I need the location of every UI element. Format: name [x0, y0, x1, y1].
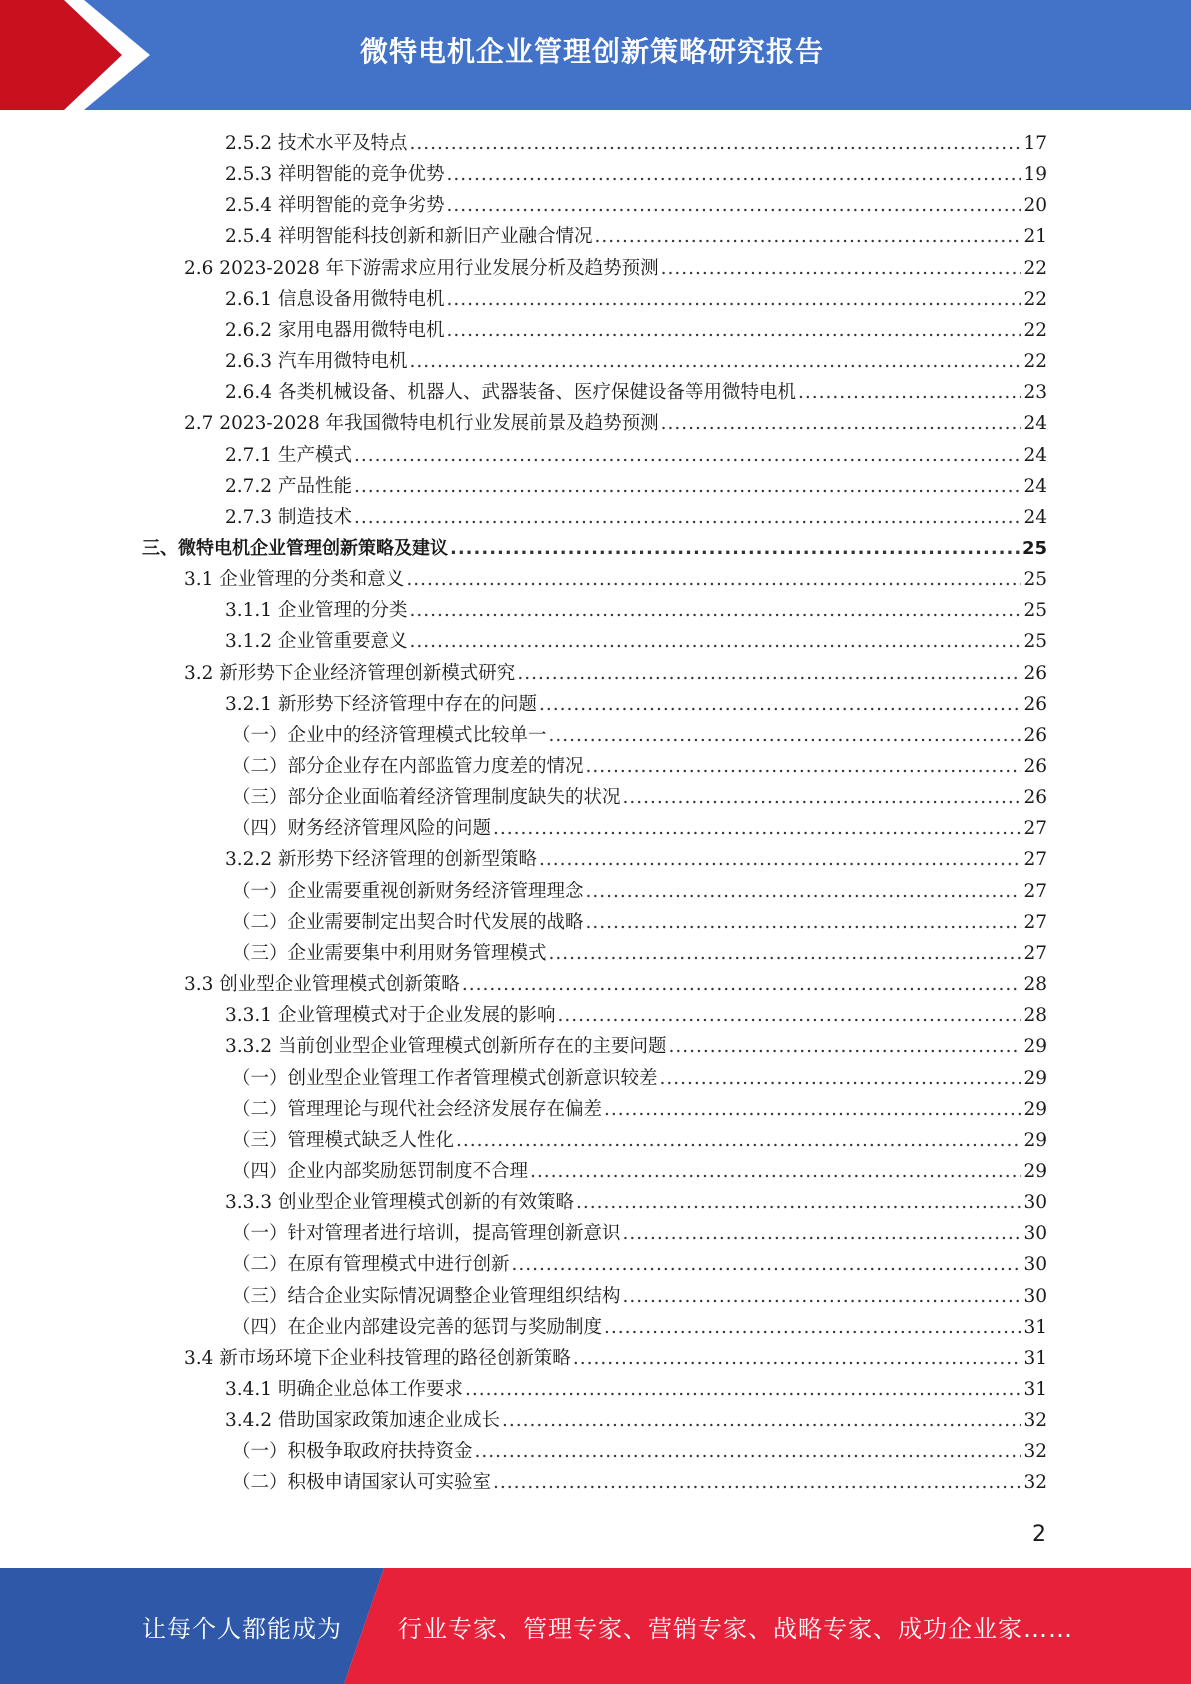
toc-page-number: 28 — [1023, 974, 1047, 996]
toc-page-number: 24 — [1023, 506, 1047, 528]
toc-entry-label: （三）部分企业面临着经济管理制度缺失的状况 — [232, 787, 621, 809]
toc-leader-dots — [549, 725, 1022, 746]
footer-slogan-left: 让每个人都能成为 — [142, 1615, 342, 1643]
toc-entry-label: （四）在企业内部建设完善的惩罚与奖励制度 — [232, 1316, 603, 1338]
toc-page-number: 25 — [1023, 631, 1047, 653]
toc-entry[interactable] — [225, 1375, 1047, 1403]
toc-entry[interactable] — [232, 939, 1047, 967]
toc-leader-dots — [354, 507, 1022, 528]
toc-leader-dots — [409, 133, 1021, 154]
toc-page-number: 32 — [1023, 1410, 1047, 1432]
toc-entry-label: （二）积极申请国家认可实验室 — [232, 1472, 492, 1494]
toc-entry[interactable] — [225, 222, 1047, 250]
toc-page-number: 31 — [1023, 1316, 1047, 1338]
toc-leader-dots — [623, 1223, 1022, 1244]
toc-page-number: 22 — [1023, 319, 1047, 341]
toc-entry[interactable] — [225, 845, 1047, 873]
toc-leader-dots — [661, 258, 1022, 279]
toc-leader-dots — [604, 1099, 1021, 1120]
toc-page-number: 30 — [1023, 1223, 1047, 1245]
toc-page-number: 31 — [1023, 1379, 1047, 1400]
toc-page-number: 31 — [1023, 1347, 1047, 1369]
toc-leader-dots — [456, 1130, 1021, 1151]
toc-entry-label: 2.7 2023-2028 年我国微特电机行业发展前景及趋势预测 — [184, 413, 659, 435]
page-footer-band — [0, 1568, 1191, 1684]
toc-entry-label: 3.1 企业管理的分类和意义 — [184, 569, 405, 591]
toc-page-number: 19 — [1023, 164, 1047, 186]
toc-entry[interactable] — [232, 1095, 1047, 1123]
toc-entry-label: 3.4.1 明确企业总体工作要求 — [225, 1379, 463, 1400]
toc-entry-label: 2.6.3 汽车用微特电机 — [225, 351, 408, 373]
toc-page-number: 17 — [1023, 133, 1047, 154]
toc-entry[interactable] — [225, 160, 1047, 188]
toc-leader-dots — [406, 569, 1021, 590]
toc-entry[interactable] — [225, 285, 1047, 313]
toc-page-number: 21 — [1023, 226, 1047, 248]
toc-entry[interactable] — [225, 1001, 1047, 1029]
toc-entry-label: 2.7.2 产品性能 — [225, 475, 352, 497]
toc-entry[interactable] — [232, 877, 1047, 905]
toc-entry-label: 3.2.2 新形势下经济管理的创新型策略 — [225, 849, 537, 871]
toc-leader-dots — [586, 881, 1022, 902]
toc-leader-dots — [354, 445, 1022, 466]
toc-leader-dots — [604, 1317, 1021, 1338]
toc-leader-dots — [623, 787, 1022, 808]
toc-leader-dots — [661, 413, 1022, 434]
toc-entry-label: 3.3 创业型企业管理模式创新策略 — [184, 974, 460, 996]
toc-entry[interactable] — [232, 783, 1047, 811]
toc-entry[interactable] — [232, 752, 1047, 780]
toc-leader-dots — [409, 351, 1021, 372]
toc-entry-label: （二）在原有管理模式中进行创新 — [232, 1254, 510, 1276]
toc-entry[interactable] — [225, 1032, 1047, 1060]
toc-leader-dots — [576, 1192, 1021, 1213]
toc-leader-dots — [493, 1472, 1021, 1493]
toc-page-number: 32 — [1023, 1441, 1047, 1463]
toc-entry[interactable] — [184, 1344, 1047, 1372]
toc-entry[interactable] — [232, 1064, 1047, 1092]
toc-page-number: 29 — [1023, 1129, 1047, 1151]
page-number: 2 — [1032, 1522, 1046, 1547]
toc-leader-dots — [623, 1286, 1022, 1307]
toc-entry[interactable] — [225, 472, 1047, 500]
toc-leader-dots — [446, 289, 1021, 310]
toc-page-number: 27 — [1023, 880, 1047, 902]
toc-entry[interactable] — [225, 191, 1047, 219]
toc-page-number: 24 — [1023, 413, 1047, 435]
toc-leader-dots — [446, 320, 1021, 341]
toc-entry-label: 3.4.2 借助国家政策加速企业成长 — [225, 1410, 500, 1432]
toc-leader-dots — [465, 1379, 1021, 1400]
toc-entry[interactable] — [232, 1126, 1047, 1154]
toc-leader-dots — [594, 226, 1021, 247]
toc-entry[interactable] — [225, 503, 1047, 531]
toc-leader-dots — [502, 1410, 1021, 1431]
toc-entry[interactable] — [232, 908, 1047, 936]
toc-entry[interactable] — [232, 721, 1047, 749]
toc-leader-dots — [446, 195, 1021, 216]
toc-page-number: 32 — [1023, 1472, 1047, 1494]
toc-entry[interactable] — [232, 1313, 1047, 1341]
toc-leader-dots — [517, 663, 1021, 684]
toc-page-number: 20 — [1023, 195, 1047, 217]
toc-leader-dots — [512, 1254, 1022, 1275]
toc-leader-dots — [586, 912, 1022, 933]
toc-entry-label: （二）部分企业存在内部监管力度差的情况 — [232, 756, 584, 777]
toc-entry-label: 2.7.1 生产模式 — [225, 444, 352, 466]
toc-entry-label: 3.3.2 当前创业型企业管理模式创新所存在的主要问题 — [225, 1036, 667, 1058]
toc-entry-label: 2.6 2023-2028 年下游需求应用行业发展分析及趋势预测 — [184, 257, 659, 279]
toc-leader-dots — [668, 1036, 1021, 1057]
toc-entry[interactable] — [225, 129, 1047, 157]
toc-entry-label: （四）财务经济管理风险的问题 — [232, 818, 492, 840]
toc-page-number: 30 — [1023, 1285, 1047, 1307]
toc-page-number: 28 — [1023, 1005, 1047, 1027]
toc-entry-label: 3.1.2 企业管重要意义 — [225, 631, 408, 653]
toc-page-number: 27 — [1023, 818, 1047, 840]
toc-entry[interactable] — [184, 659, 1047, 687]
toc-leader-dots — [450, 538, 1020, 559]
toc-entry[interactable] — [225, 1406, 1047, 1434]
toc-entry[interactable] — [225, 316, 1047, 344]
toc-page-number: 27 — [1023, 911, 1047, 933]
toc-leader-dots — [549, 943, 1022, 964]
toc-entry-label: 3.3.1 企业管理模式对于企业发展的影响 — [225, 1005, 556, 1027]
toc-leader-dots — [409, 600, 1021, 621]
toc-entry-label: 2.6.2 家用电器用微特电机 — [225, 319, 445, 341]
toc-leader-dots — [462, 974, 1022, 995]
toc-leader-dots — [409, 631, 1021, 652]
toc-entry[interactable] — [232, 1219, 1047, 1247]
toc-entry[interactable] — [232, 1250, 1047, 1278]
toc-leader-dots — [798, 382, 1021, 403]
toc-entry-label: 3.2 新形势下企业经济管理创新模式研究 — [184, 662, 516, 684]
toc-page-number: 26 — [1023, 693, 1047, 715]
toc-entry-label: 2.5.4 祥明智能的竞争劣势 — [225, 195, 445, 217]
toc-page-number: 24 — [1023, 444, 1047, 466]
toc-entry[interactable] — [225, 441, 1047, 469]
toc-entry[interactable] — [225, 627, 1047, 655]
toc-entry[interactable] — [232, 1157, 1047, 1185]
toc-entry[interactable] — [232, 1468, 1047, 1496]
toc-entry[interactable] — [232, 814, 1047, 842]
toc-page-number: 25 — [1023, 569, 1047, 591]
toc-entry[interactable] — [225, 1188, 1047, 1216]
toc-entry-label: 3.4 新市场环境下企业科技管理的路径创新策略 — [184, 1347, 571, 1369]
toc-page-number: 26 — [1023, 756, 1047, 777]
toc-entry[interactable] — [225, 596, 1047, 624]
toc-page-number: 26 — [1023, 724, 1047, 746]
toc-leader-dots — [573, 1348, 1022, 1369]
toc-page-number: 23 — [1023, 382, 1047, 404]
toc-leader-dots — [530, 1161, 1021, 1182]
toc-entry-label: 2.6.4 各类机械设备、机器人、武器装备、医疗保健设备等用微特电机 — [225, 382, 796, 404]
toc-page-number: 30 — [1023, 1192, 1047, 1214]
toc-leader-dots — [354, 476, 1022, 497]
toc-entry-label: 2.5.4 祥明智能科技创新和新旧产业融合情况 — [225, 226, 593, 248]
toc-leader-dots — [475, 1441, 1022, 1462]
toc-page-number: 24 — [1023, 475, 1047, 497]
toc-page-number: 27 — [1023, 942, 1047, 964]
toc-entry[interactable] — [225, 347, 1047, 375]
toc-leader-dots — [557, 1005, 1021, 1026]
toc-page-number: 29 — [1023, 1036, 1047, 1058]
toc-page-number: 26 — [1023, 662, 1047, 684]
toc-entry[interactable] — [225, 690, 1047, 718]
toc-entry-label: （一）创业型企业管理工作者管理模式创新意识较差 — [232, 1067, 658, 1089]
report-title: 微特电机企业管理创新策略研究报告 — [360, 35, 825, 68]
toc-entry-label: 三、微特电机企业管理创新策略及建议 — [142, 537, 448, 559]
toc-page-number: 22 — [1023, 257, 1047, 279]
toc-entry-label: （三）企业需要集中利用财务管理模式 — [232, 942, 547, 964]
toc-leader-dots — [446, 164, 1021, 185]
toc-page-number: 25 — [1021, 537, 1047, 559]
toc-entry-label: 3.2.1 新形势下经济管理中存在的问题 — [225, 693, 537, 715]
toc-page-number: 29 — [1023, 1067, 1047, 1089]
toc-entry-label: （一）企业中的经济管理模式比较单一 — [232, 724, 547, 746]
toc-page-number: 25 — [1023, 600, 1047, 622]
toc-entry-label: （一）针对管理者进行培训，提高管理创新意识 — [232, 1223, 621, 1245]
toc-entry[interactable] — [225, 378, 1047, 406]
toc-leader-dots — [539, 694, 1021, 715]
toc-page-number: 22 — [1023, 351, 1047, 373]
toc-page-number: 22 — [1023, 288, 1047, 310]
toc-page-number: 29 — [1023, 1160, 1047, 1182]
toc-entry[interactable] — [184, 254, 1047, 282]
toc-leader-dots — [493, 818, 1021, 839]
toc-entry[interactable] — [184, 409, 1047, 437]
toc-entry[interactable] — [232, 1282, 1047, 1310]
toc-leader-dots — [539, 849, 1021, 870]
toc-entry[interactable] — [142, 534, 1047, 562]
toc-leader-dots — [660, 1068, 1022, 1089]
toc-entry-label: （一）企业需要重视创新财务经济管理理念 — [232, 880, 584, 902]
toc-entry-label: （一）积极争取政府扶持资金 — [232, 1441, 473, 1463]
toc-page-number: 29 — [1023, 1098, 1047, 1120]
toc-entry[interactable] — [184, 970, 1047, 998]
toc-entry-label: 3.3.3 创业型企业管理模式创新的有效策略 — [225, 1192, 574, 1214]
toc-entry-label: 2.7.3 制造技术 — [225, 506, 352, 528]
toc-entry-label: 3.1.1 企业管理的分类 — [225, 600, 408, 622]
footer-slogan-right: 行业专家、管理专家、营销专家、战略专家、成功企业家…… — [398, 1615, 1073, 1643]
toc-entry-label: （三）管理模式缺乏人性化 — [232, 1129, 455, 1151]
toc-page-number: 27 — [1023, 849, 1047, 871]
toc-entry-label: 2.5.3 祥明智能的竞争优势 — [225, 164, 445, 186]
toc-entry-label: （二）企业需要制定出契合时代发展的战略 — [232, 911, 584, 933]
toc-page-number: 26 — [1023, 787, 1047, 809]
toc-entry[interactable] — [184, 565, 1047, 593]
toc-entry-label: 2.5.2 技术水平及特点 — [225, 133, 408, 154]
toc-entry-label: （三）结合企业实际情况调整企业管理组织结构 — [232, 1285, 621, 1307]
toc-leader-dots — [586, 756, 1022, 777]
toc-entry-label: （四）企业内部奖励惩罚制度不合理 — [232, 1160, 529, 1182]
toc-entry-label: 2.6.1 信息设备用微特电机 — [225, 288, 445, 310]
toc-entry-label: （二）管理理论与现代社会经济发展存在偏差 — [232, 1098, 603, 1120]
toc-page-number: 30 — [1023, 1254, 1047, 1276]
toc-entry[interactable] — [232, 1437, 1047, 1465]
